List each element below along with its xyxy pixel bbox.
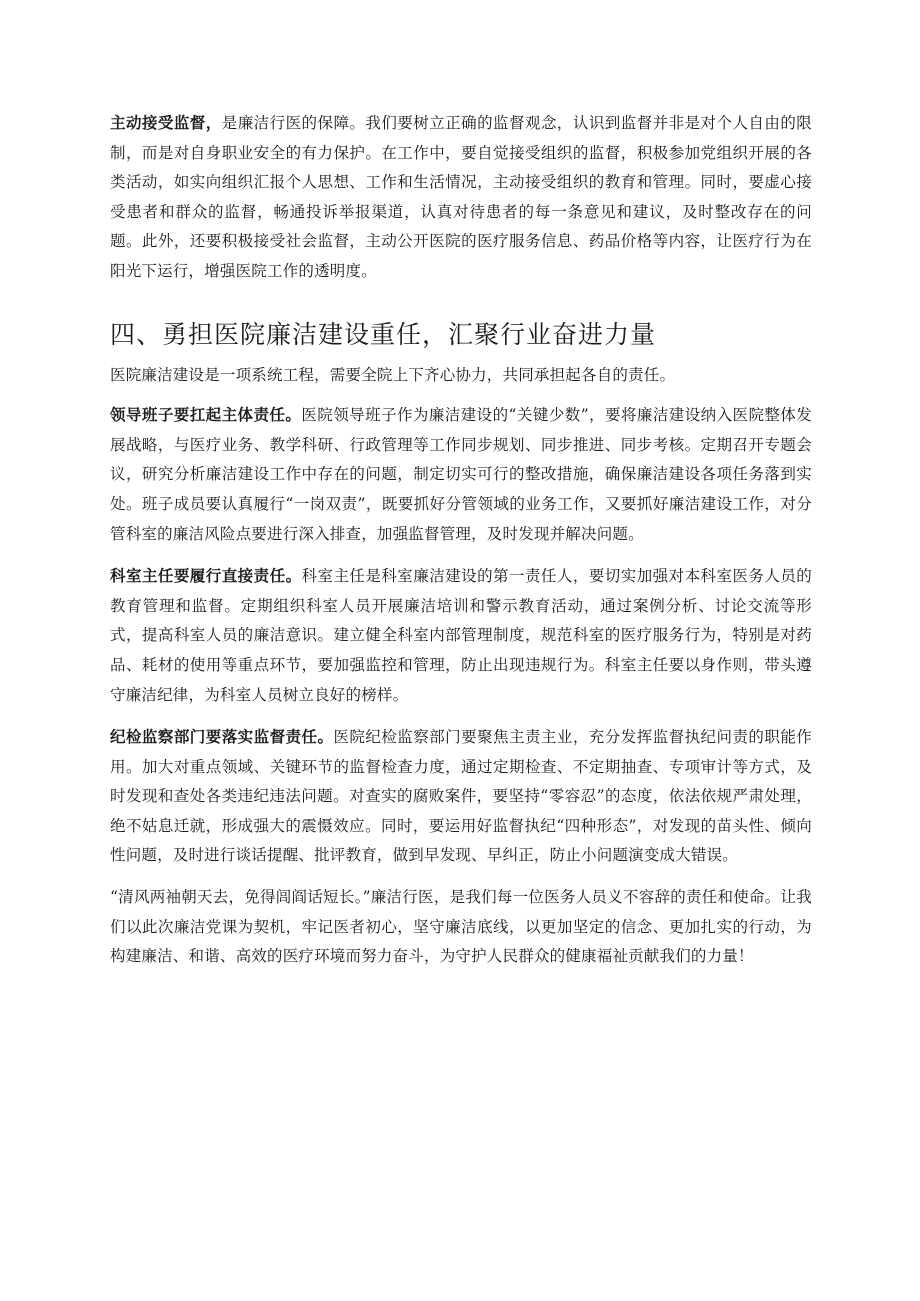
paragraph-text: 医院领导班子作为廉洁建设的“关键少数”，要将廉洁建设纳入医院整体发展战略，与医疗业务、教学科研、行政管理等工作同步规划、同步推进、同步考核。定期召开专题会议，研究分析廉洁建设工作中存在的问题，制定切实可行的整改措施，确保廉洁建设各项任务落到实处。班子成员要认真履行“一岗双责”，既要抓好分管领域的业务工作，又要抓好廉洁建设工作，对分管科室的廉洁风险点要进行深入排查，加强监督管理，及时发现并解决问题。 xyxy=(110,406,813,543)
paragraph-intro: 医院廉洁建设是一项系统工程，需要全院上下齐心协力，共同承担起各自的责任。 xyxy=(110,365,676,384)
paragraph-lead: 领导班子要扛起主体责任。 xyxy=(110,405,302,425)
paragraph-text: 医院纪检监察部门要聚焦主责主业，充分发挥监督执纪问责的职能作用。加大对重点领域、关键环节的监督检查力度，通过定期检查、不定期抽查、专项审计等方式，及时发现和查处各类违纪违法问题。对查实的腐败案件，要坚持“零容忍”的态度，依法依规严肃处理，绝不姑息迁就，形成强大的震慑效应。同时，要运用好监督执纪“四种形态”，对发现的苗头性、倾向性问题，及时进行谈话提醒、批评教育，做到早发现、早纠正，防止小问题演变成大错误。 xyxy=(110,728,812,865)
section-heading: 四、勇担医院廉洁建设重任，汇聚行业奋进力量 xyxy=(110,319,657,349)
paragraph-department xyxy=(110,561,812,710)
paragraph-lead: 科室主任要履行直接责任。 xyxy=(110,566,302,586)
paragraph-discipline xyxy=(110,722,812,871)
paragraph-text: 是廉洁行医的保障。我们要树立正确的监督观念，认识到监督并非是对个人自由的限制，而是对自身职业安全的有力保护。在工作中，要自觉接受组织的监督，积极参加党组织开展的各类活动，如实向组织汇报个人思想、工作和生活情况，主动接受组织的教育和管理。同时，要虚心接受患者和群众的监督，畅通投诉举报渠道，认真对待患者的每一条意见和建议，及时整改存在的问题。此外，还要积极接受社会监督，主动公开医院的医疗服务信息、药品价格等内容，让医疗行为在阳光下运行，增强医院工作的透明度。 xyxy=(110,114,813,280)
paragraph-leadership xyxy=(110,400,812,549)
paragraph-lead: 主动接受监督， xyxy=(110,113,222,132)
paragraph-closing: “清风两袖朝天去，免得闾阎话短长。”廉洁行医，是我们每一位医务人员义不容辞的责任和使命。让我们以此次廉洁党课为契机，牢记医者初心，坚守廉洁底线，以更加坚定的信念、更加扎实的行动，为构建廉洁、和谐、高效的医疗环境而努力奋斗，为守护人民群众的健康福祉贡献我们的力量！ xyxy=(110,888,812,966)
document-page xyxy=(110,108,812,972)
paragraph-text: 科室主任是科室廉洁建设的第一责任人，要切实加强对本科室医务人员的教育管理和监督。定期组织科室人员开展廉洁培训和警示教育活动，通过案例分析、讨论交流等形式，提高科室人员的廉洁意识。建立健全科室内部管理制度，规范科室的医疗服务行为，特别是对药品、耗材的使用等重点环节，要加强监控和管理，防止出现违规行为。科室主任要以身作则，带头遵守廉洁纪律，为科室人员树立良好的榜样。 xyxy=(110,567,812,704)
paragraph-supervision xyxy=(110,108,812,287)
paragraph-lead: 纪检监察部门要落实监督责任。 xyxy=(110,727,334,747)
